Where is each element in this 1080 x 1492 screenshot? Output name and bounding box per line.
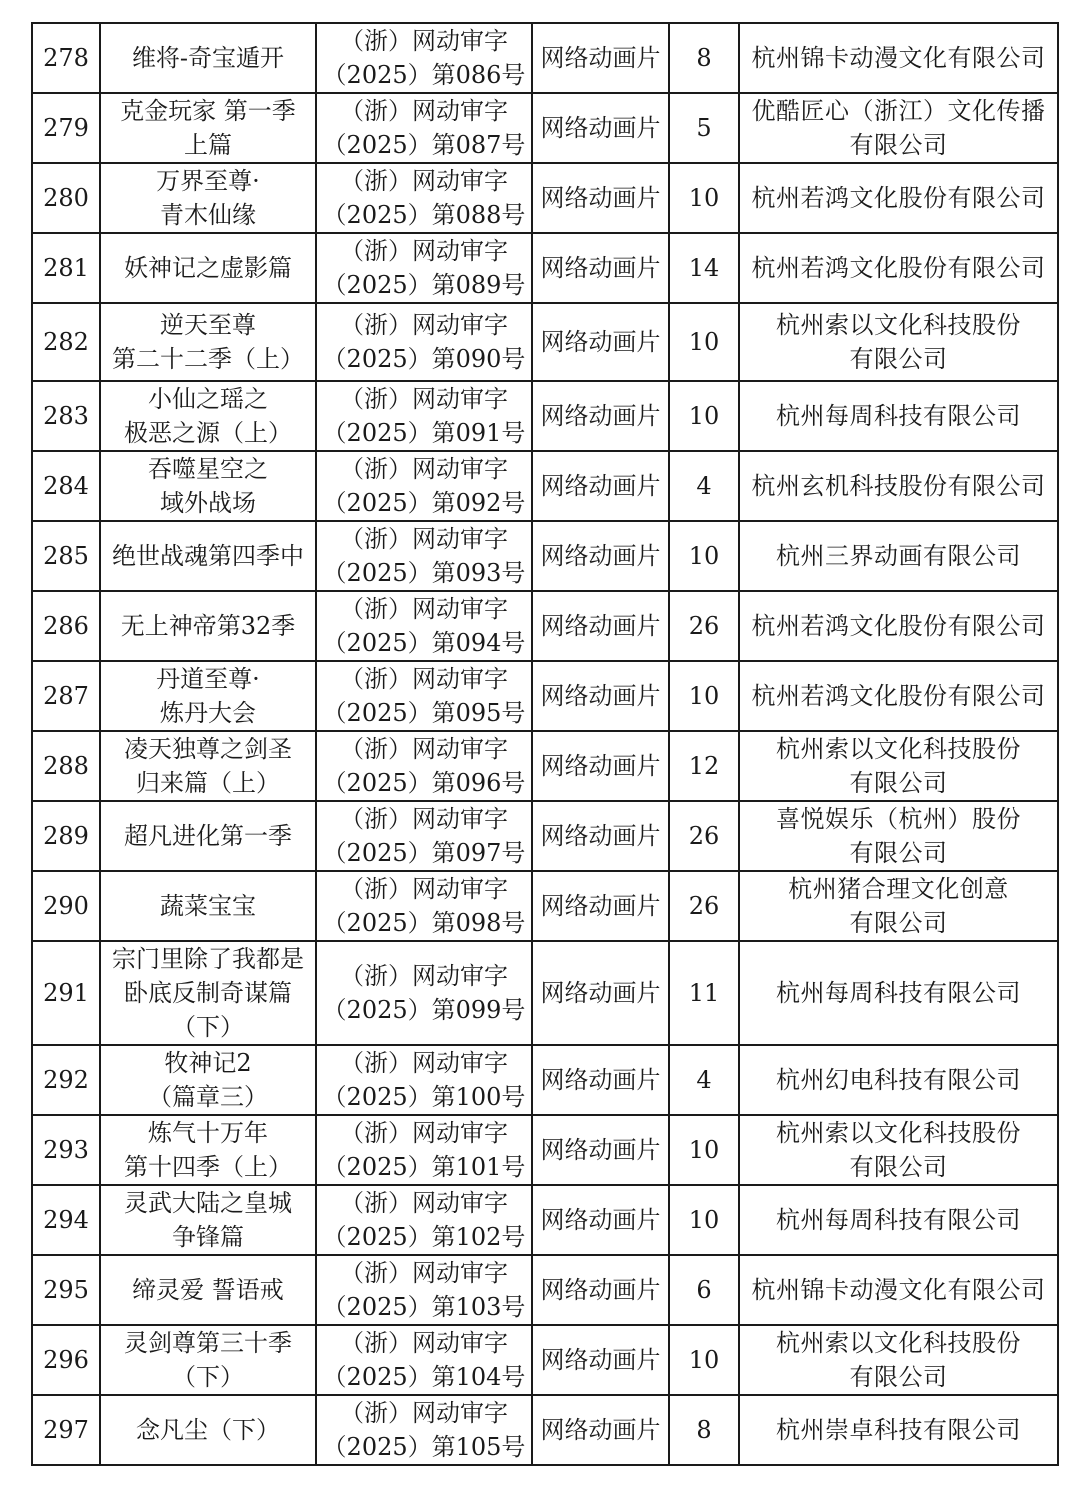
cell-license-number: （浙）网动审字 （2025）第104号 bbox=[316, 1325, 532, 1395]
cell-episodes: 10 bbox=[669, 381, 739, 451]
cell-content-type: 网络动画片 bbox=[532, 731, 669, 801]
cell-license-number: （浙）网动审字 （2025）第105号 bbox=[316, 1395, 532, 1465]
table-row bbox=[32, 1255, 1058, 1325]
table-row bbox=[32, 661, 1058, 731]
cell-title: 小仙之瑶之 极恶之源（上） bbox=[100, 381, 316, 451]
cell-content-type: 网络动画片 bbox=[532, 303, 669, 381]
cell-serial-number: 279 bbox=[32, 93, 100, 163]
cell-license-number: （浙）网动审字 （2025）第103号 bbox=[316, 1255, 532, 1325]
cell-title: 妖神记之虚影篇 bbox=[100, 233, 316, 303]
cell-title: 灵剑尊第三十季 （下） bbox=[100, 1325, 316, 1395]
cell-serial-number: 287 bbox=[32, 661, 100, 731]
table-row bbox=[32, 591, 1058, 661]
cell-title: 吞噬星空之 域外战场 bbox=[100, 451, 316, 521]
cell-episodes: 10 bbox=[669, 1115, 739, 1185]
cell-serial-number: 292 bbox=[32, 1045, 100, 1115]
table-row bbox=[32, 1115, 1058, 1185]
table-row bbox=[32, 871, 1058, 941]
cell-company: 杭州若鸿文化股份有限公司 bbox=[739, 163, 1058, 233]
cell-serial-number: 283 bbox=[32, 381, 100, 451]
cell-content-type: 网络动画片 bbox=[532, 233, 669, 303]
cell-content-type: 网络动画片 bbox=[532, 451, 669, 521]
cell-episodes: 4 bbox=[669, 451, 739, 521]
table-row bbox=[32, 1325, 1058, 1395]
cell-title: 缔灵爱 誓语戒 bbox=[100, 1255, 316, 1325]
cell-episodes: 8 bbox=[669, 23, 739, 93]
cell-title: 克金玩家 第一季 上篇 bbox=[100, 93, 316, 163]
cell-serial-number: 290 bbox=[32, 871, 100, 941]
cell-company: 杭州幻电科技有限公司 bbox=[739, 1045, 1058, 1115]
cell-title: 牧神记2 （篇章三） bbox=[100, 1045, 316, 1115]
cell-license-number: （浙）网动审字 （2025）第096号 bbox=[316, 731, 532, 801]
cell-episodes: 10 bbox=[669, 1325, 739, 1395]
cell-episodes: 8 bbox=[669, 1395, 739, 1465]
cell-content-type: 网络动画片 bbox=[532, 1185, 669, 1255]
cell-license-number: （浙）网动审字 （2025）第102号 bbox=[316, 1185, 532, 1255]
cell-title: 无上神帝第32季 bbox=[100, 591, 316, 661]
cell-content-type: 网络动画片 bbox=[532, 1255, 669, 1325]
cell-license-number: （浙）网动审字 （2025）第092号 bbox=[316, 451, 532, 521]
cell-title: 灵武大陆之皇城 争锋篇 bbox=[100, 1185, 316, 1255]
cell-license-number: （浙）网动审字 （2025）第093号 bbox=[316, 521, 532, 591]
cell-serial-number: 293 bbox=[32, 1115, 100, 1185]
cell-company: 杭州猪合理文化创意 有限公司 bbox=[739, 871, 1058, 941]
table-row bbox=[32, 731, 1058, 801]
table-body bbox=[32, 23, 1058, 1465]
cell-content-type: 网络动画片 bbox=[532, 871, 669, 941]
cell-content-type: 网络动画片 bbox=[532, 163, 669, 233]
cell-episodes: 10 bbox=[669, 163, 739, 233]
cell-title: 超凡进化第一季 bbox=[100, 801, 316, 871]
cell-company: 喜悦娱乐（杭州）股份 有限公司 bbox=[739, 801, 1058, 871]
cell-title: 逆天至尊 第二十二季（上） bbox=[100, 303, 316, 381]
cell-company: 杭州若鸿文化股份有限公司 bbox=[739, 591, 1058, 661]
cell-content-type: 网络动画片 bbox=[532, 1045, 669, 1115]
table-row bbox=[32, 1395, 1058, 1465]
cell-license-number: （浙）网动审字 （2025）第086号 bbox=[316, 23, 532, 93]
cell-title: 维将-奇宝遁开 bbox=[100, 23, 316, 93]
cell-company: 杭州崇卓科技有限公司 bbox=[739, 1395, 1058, 1465]
cell-serial-number: 278 bbox=[32, 23, 100, 93]
table-row bbox=[32, 381, 1058, 451]
cell-license-number: （浙）网动审字 （2025）第090号 bbox=[316, 303, 532, 381]
table-row bbox=[32, 93, 1058, 163]
cell-title: 炼气十万年 第十四季（上） bbox=[100, 1115, 316, 1185]
cell-serial-number: 294 bbox=[32, 1185, 100, 1255]
cell-title: 凌天独尊之剑圣 归来篇（上） bbox=[100, 731, 316, 801]
cell-content-type: 网络动画片 bbox=[532, 661, 669, 731]
cell-company: 杭州每周科技有限公司 bbox=[739, 941, 1058, 1045]
cell-title: 绝世战魂第四季中 bbox=[100, 521, 316, 591]
cell-content-type: 网络动画片 bbox=[532, 1395, 669, 1465]
cell-content-type: 网络动画片 bbox=[532, 591, 669, 661]
cell-serial-number: 280 bbox=[32, 163, 100, 233]
cell-serial-number: 285 bbox=[32, 521, 100, 591]
cell-company: 杭州玄机科技股份有限公司 bbox=[739, 451, 1058, 521]
cell-serial-number: 289 bbox=[32, 801, 100, 871]
cell-content-type: 网络动画片 bbox=[532, 93, 669, 163]
cell-company: 杭州锦卡动漫文化有限公司 bbox=[739, 23, 1058, 93]
cell-license-number: （浙）网动审字 （2025）第097号 bbox=[316, 801, 532, 871]
cell-license-number: （浙）网动审字 （2025）第087号 bbox=[316, 93, 532, 163]
cell-content-type: 网络动画片 bbox=[532, 521, 669, 591]
cell-serial-number: 297 bbox=[32, 1395, 100, 1465]
cell-license-number: （浙）网动审字 （2025）第094号 bbox=[316, 591, 532, 661]
cell-company: 杭州若鸿文化股份有限公司 bbox=[739, 661, 1058, 731]
cell-company: 杭州若鸿文化股份有限公司 bbox=[739, 233, 1058, 303]
cell-company: 优酷匠心（浙江）文化传播 有限公司 bbox=[739, 93, 1058, 163]
cell-license-number: （浙）网动审字 （2025）第088号 bbox=[316, 163, 532, 233]
table-row bbox=[32, 801, 1058, 871]
cell-serial-number: 282 bbox=[32, 303, 100, 381]
table-row bbox=[32, 521, 1058, 591]
table-row bbox=[32, 941, 1058, 1045]
cell-episodes: 5 bbox=[669, 93, 739, 163]
cell-content-type: 网络动画片 bbox=[532, 941, 669, 1045]
cell-serial-number: 284 bbox=[32, 451, 100, 521]
cell-company: 杭州索以文化科技股份 有限公司 bbox=[739, 731, 1058, 801]
table-row bbox=[32, 233, 1058, 303]
cell-episodes: 4 bbox=[669, 1045, 739, 1115]
cell-content-type: 网络动画片 bbox=[532, 23, 669, 93]
cell-serial-number: 286 bbox=[32, 591, 100, 661]
cell-serial-number: 295 bbox=[32, 1255, 100, 1325]
cell-episodes: 26 bbox=[669, 801, 739, 871]
cell-serial-number: 291 bbox=[32, 941, 100, 1045]
cell-serial-number: 281 bbox=[32, 233, 100, 303]
cell-episodes: 10 bbox=[669, 1185, 739, 1255]
cell-episodes: 10 bbox=[669, 521, 739, 591]
approval-list-table bbox=[31, 22, 1059, 1466]
cell-license-number: （浙）网动审字 （2025）第091号 bbox=[316, 381, 532, 451]
cell-company: 杭州每周科技有限公司 bbox=[739, 381, 1058, 451]
cell-title: 念凡尘（下） bbox=[100, 1395, 316, 1465]
cell-company: 杭州三界动画有限公司 bbox=[739, 521, 1058, 591]
cell-content-type: 网络动画片 bbox=[532, 801, 669, 871]
cell-company: 杭州索以文化科技股份 有限公司 bbox=[739, 303, 1058, 381]
cell-episodes: 12 bbox=[669, 731, 739, 801]
cell-company: 杭州索以文化科技股份 有限公司 bbox=[739, 1115, 1058, 1185]
cell-serial-number: 288 bbox=[32, 731, 100, 801]
table-row bbox=[32, 163, 1058, 233]
cell-license-number: （浙）网动审字 （2025）第100号 bbox=[316, 1045, 532, 1115]
cell-company: 杭州索以文化科技股份 有限公司 bbox=[739, 1325, 1058, 1395]
cell-episodes: 6 bbox=[669, 1255, 739, 1325]
cell-license-number: （浙）网动审字 （2025）第098号 bbox=[316, 871, 532, 941]
cell-company: 杭州每周科技有限公司 bbox=[739, 1185, 1058, 1255]
cell-content-type: 网络动画片 bbox=[532, 1325, 669, 1395]
cell-license-number: （浙）网动审字 （2025）第089号 bbox=[316, 233, 532, 303]
table-row bbox=[32, 23, 1058, 93]
cell-title: 宗门里除了我都是 卧底反制奇谋篇 （下） bbox=[100, 941, 316, 1045]
cell-episodes: 10 bbox=[669, 661, 739, 731]
cell-title: 万界至尊· 青木仙缘 bbox=[100, 163, 316, 233]
cell-episodes: 26 bbox=[669, 591, 739, 661]
cell-episodes: 26 bbox=[669, 871, 739, 941]
cell-title: 丹道至尊· 炼丹大会 bbox=[100, 661, 316, 731]
cell-title: 蔬菜宝宝 bbox=[100, 871, 316, 941]
cell-episodes: 14 bbox=[669, 233, 739, 303]
cell-license-number: （浙）网动审字 （2025）第099号 bbox=[316, 941, 532, 1045]
cell-company: 杭州锦卡动漫文化有限公司 bbox=[739, 1255, 1058, 1325]
cell-content-type: 网络动画片 bbox=[532, 1115, 669, 1185]
table-row bbox=[32, 451, 1058, 521]
table-row bbox=[32, 1045, 1058, 1115]
cell-episodes: 11 bbox=[669, 941, 739, 1045]
cell-license-number: （浙）网动审字 （2025）第101号 bbox=[316, 1115, 532, 1185]
table-row bbox=[32, 1185, 1058, 1255]
cell-license-number: （浙）网动审字 （2025）第095号 bbox=[316, 661, 532, 731]
cell-content-type: 网络动画片 bbox=[532, 381, 669, 451]
cell-serial-number: 296 bbox=[32, 1325, 100, 1395]
table-row bbox=[32, 303, 1058, 381]
cell-episodes: 10 bbox=[669, 303, 739, 381]
